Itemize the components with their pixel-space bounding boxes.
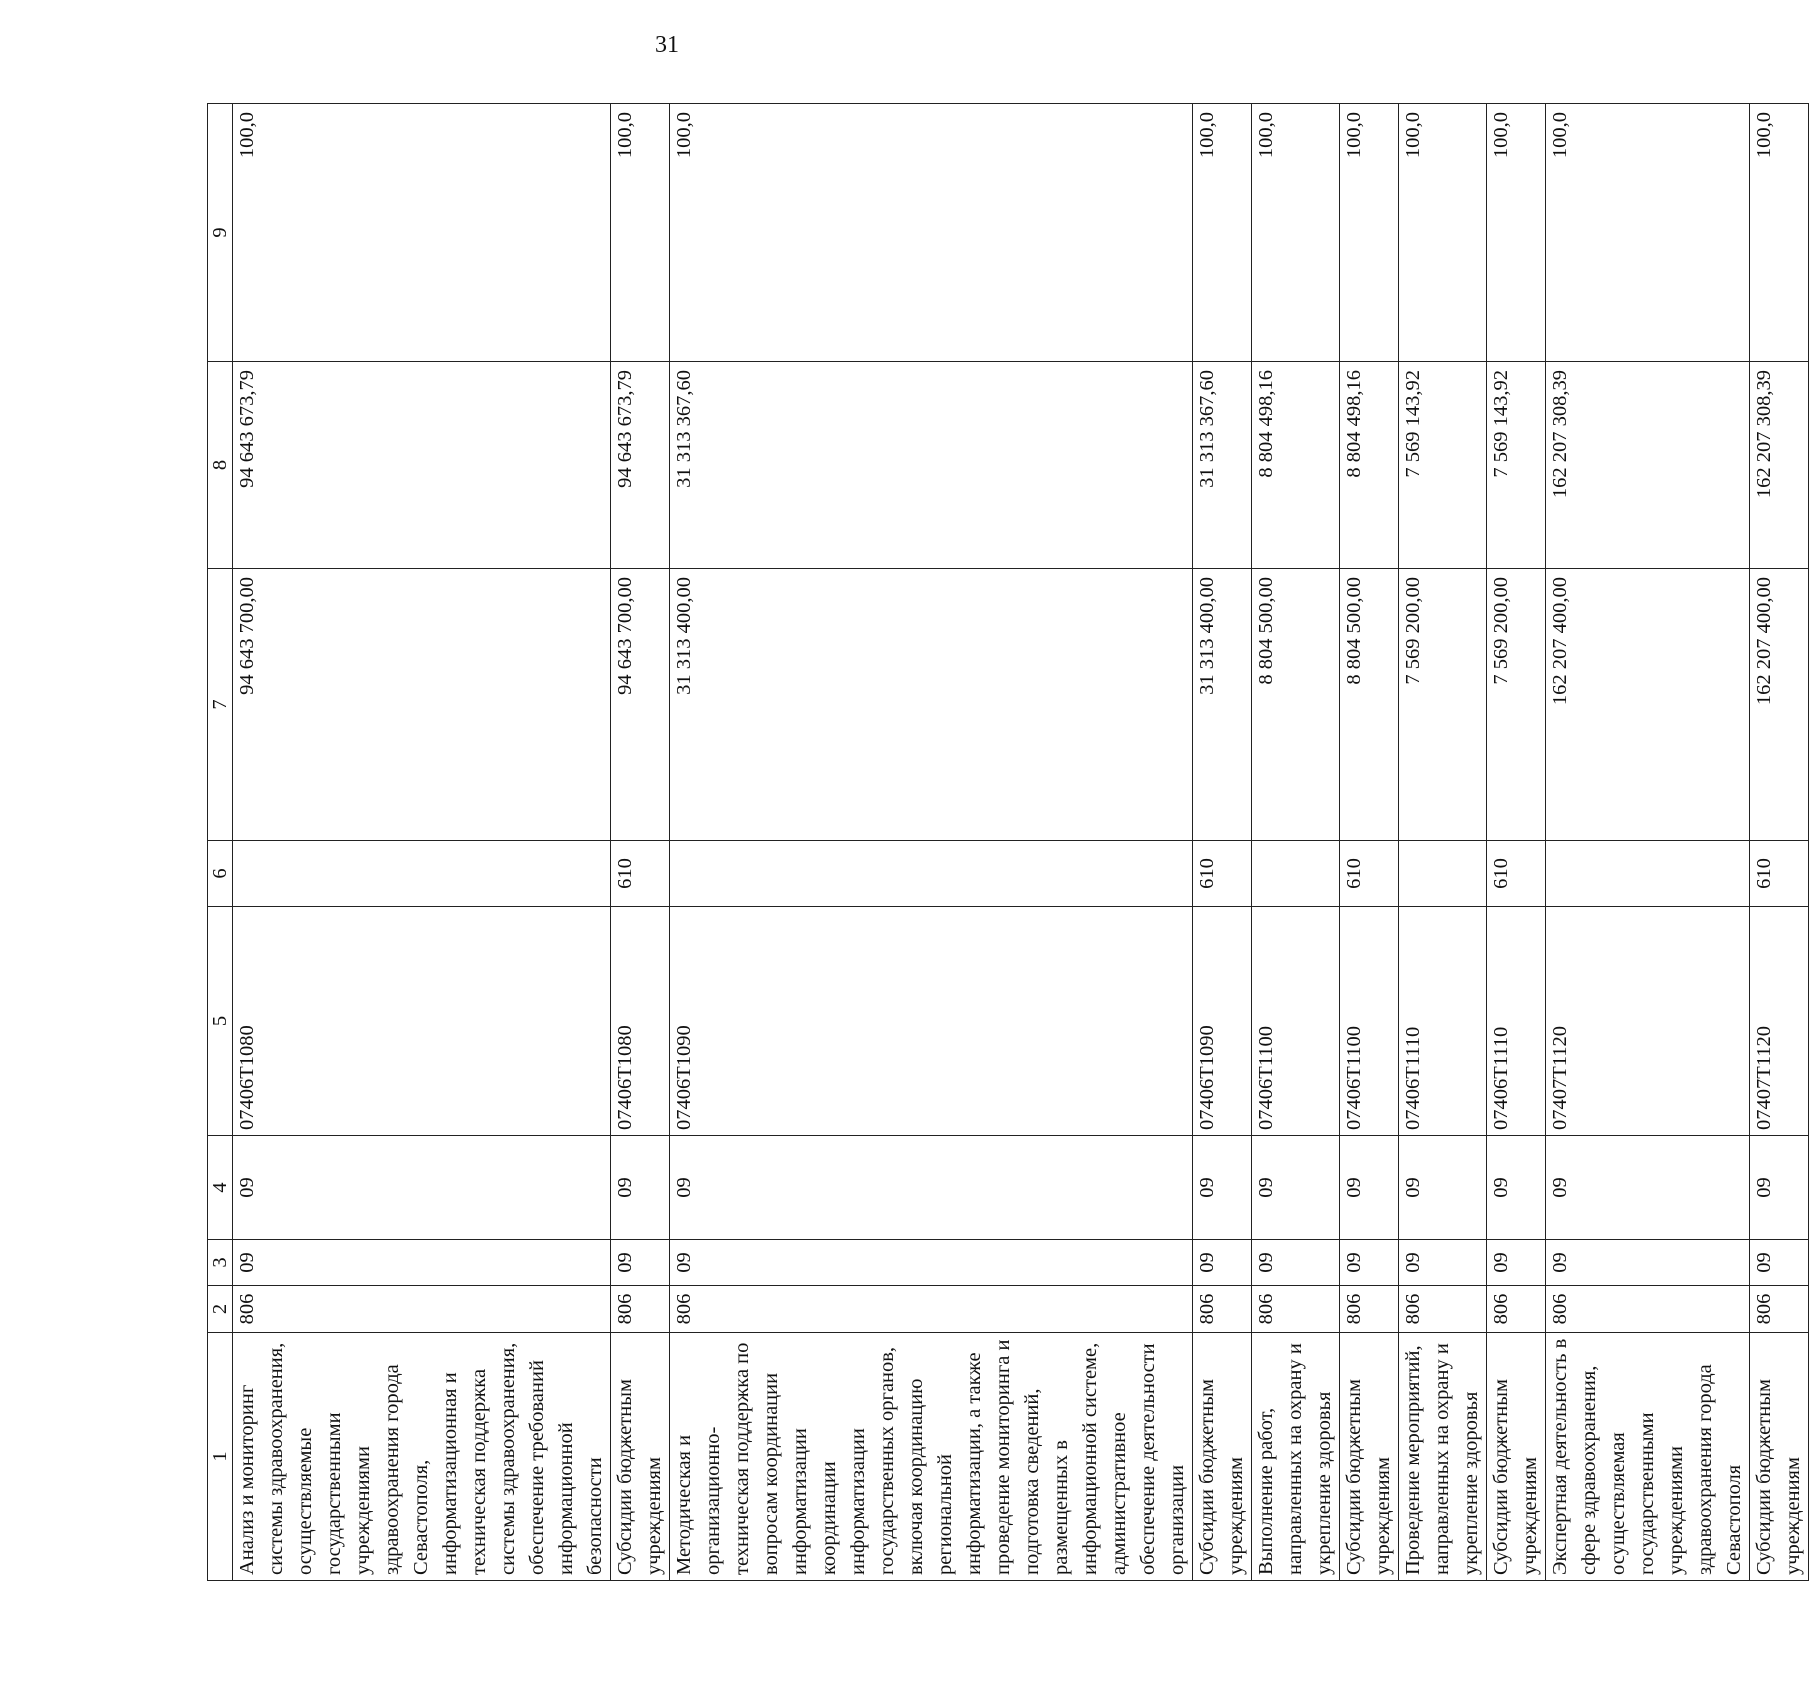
header-cell: 7 [208, 569, 233, 841]
row-name-cell: Проведение мероприятий, направленных на охрану и укрепление здоровья [1399, 1333, 1487, 1581]
subsection-code-cell: 09 [611, 1136, 670, 1240]
row-name-cell: Субсидии бюджетным учреждениям [611, 1333, 670, 1581]
admin-code-cell: 806 [1340, 1286, 1399, 1333]
expense-type-cell: 610 [1750, 841, 1809, 907]
target-article-cell: 07406Т1080 [233, 907, 611, 1136]
admin-code-cell: 806 [1487, 1286, 1546, 1333]
expense-type-cell [670, 841, 1193, 907]
admin-code-cell: 806 [1252, 1286, 1340, 1333]
row-name-cell: Методическая и организационно-техническая поддержка по вопросам координации информатизации координации информатизации государственных органов, включая координацию региональной информатизации, а также проведение мониторинга и подготовка сведений, размещенных в информационной системе, административное обеспечение деятельности организации [670, 1333, 1193, 1581]
percent-cell: 100,0 [1399, 104, 1487, 362]
percent-cell: 100,0 [1546, 104, 1750, 362]
admin-code-cell: 806 [1750, 1286, 1809, 1333]
target-article-cell: 07406Т1110 [1399, 907, 1487, 1136]
header-cell: 3 [208, 1240, 233, 1286]
admin-code-cell: 806 [1399, 1286, 1487, 1333]
table-row [611, 104, 670, 1581]
executed-amount-cell: 31 313 367,60 [670, 362, 1193, 569]
header-cell: 4 [208, 1136, 233, 1240]
target-article-cell: 07406Т1100 [1252, 907, 1340, 1136]
planned-amount-cell: 8 804 500,00 [1340, 569, 1399, 841]
executed-amount-cell: 8 804 498,16 [1340, 362, 1399, 569]
executed-amount-cell: 7 569 143,92 [1399, 362, 1487, 569]
section-code-cell: 09 [670, 1240, 1193, 1286]
section-code-cell: 09 [1399, 1240, 1487, 1286]
percent-cell: 100,0 [611, 104, 670, 362]
row-name-cell: Субсидии бюджетным учреждениям [1487, 1333, 1546, 1581]
percent-cell: 100,0 [1340, 104, 1399, 362]
target-article-cell: 07406Т1110 [1487, 907, 1546, 1136]
admin-code-cell: 806 [611, 1286, 670, 1333]
table-row [1252, 104, 1340, 1581]
admin-code-cell: 806 [670, 1286, 1193, 1333]
target-article-cell: 07406Т1090 [1193, 907, 1252, 1136]
header-cell: 9 [208, 104, 233, 362]
header-cell: 5 [208, 907, 233, 1136]
subsection-code-cell: 09 [1750, 1136, 1809, 1240]
target-article-cell: 07406Т1080 [611, 907, 670, 1136]
planned-amount-cell: 7 569 200,00 [1487, 569, 1546, 841]
row-name-cell: Анализ и мониторинг системы здравоохранения, осуществляемые государственными учреждениями здравоохранения города Севастополя, информатизационная и техническая поддержка системы здравоохранения, обеспечение требований информационной безопасности [233, 1333, 611, 1581]
percent-cell: 100,0 [1750, 104, 1809, 362]
row-name-cell: Экспертная деятельность в сфере здравоохранения, осуществляемая государственными учреждениями здравоохранения города Севастополя [1546, 1333, 1750, 1581]
table-row [233, 104, 611, 1581]
executed-amount-cell: 7 569 143,92 [1487, 362, 1546, 569]
rotated-table-container [207, 104, 1804, 1581]
subsection-code-cell: 09 [1340, 1136, 1399, 1240]
section-code-cell: 09 [1487, 1240, 1546, 1286]
expense-type-cell [233, 841, 611, 907]
table-row [1487, 104, 1546, 1581]
header-cell: 8 [208, 362, 233, 569]
executed-amount-cell: 8 804 498,16 [1252, 362, 1340, 569]
percent-cell: 100,0 [1252, 104, 1340, 362]
table-row [1750, 104, 1809, 1581]
table-row [1399, 104, 1487, 1581]
target-article-cell: 07406Т1100 [1340, 907, 1399, 1136]
table-row [1193, 104, 1252, 1581]
expense-type-cell: 610 [1487, 841, 1546, 907]
expense-type-cell: 610 [1340, 841, 1399, 907]
row-name-cell: Субсидии бюджетным учреждениям [1340, 1333, 1399, 1581]
subsection-code-cell: 09 [1252, 1136, 1340, 1240]
section-code-cell: 09 [1340, 1240, 1399, 1286]
executed-amount-cell: 94 643 673,79 [233, 362, 611, 569]
expense-type-cell: 610 [1193, 841, 1252, 907]
subsection-code-cell: 09 [233, 1136, 611, 1240]
section-code-cell: 09 [1546, 1240, 1750, 1286]
section-code-cell: 09 [1193, 1240, 1252, 1286]
subsection-code-cell: 09 [1546, 1136, 1750, 1240]
expense-type-cell [1546, 841, 1750, 907]
target-article-cell: 07407Т1120 [1750, 907, 1809, 1136]
section-code-cell: 09 [233, 1240, 611, 1286]
budget-table [207, 103, 1809, 1581]
percent-cell: 100,0 [1193, 104, 1252, 362]
table-row [1340, 104, 1399, 1581]
planned-amount-cell: 94 643 700,00 [233, 569, 611, 841]
planned-amount-cell: 7 569 200,00 [1399, 569, 1487, 841]
subsection-code-cell: 09 [1399, 1136, 1487, 1240]
executed-amount-cell: 162 207 308,39 [1546, 362, 1750, 569]
section-code-cell: 09 [1252, 1240, 1340, 1286]
page-number: 31 [655, 32, 679, 58]
planned-amount-cell: 31 313 400,00 [670, 569, 1193, 841]
executed-amount-cell: 31 313 367,60 [1193, 362, 1252, 569]
percent-cell: 100,0 [233, 104, 611, 362]
header-cell: 2 [208, 1286, 233, 1333]
target-article-cell: 07407Т1120 [1546, 907, 1750, 1136]
admin-code-cell: 806 [1193, 1286, 1252, 1333]
executed-amount-cell: 94 643 673,79 [611, 362, 670, 569]
percent-cell: 100,0 [1487, 104, 1546, 362]
target-article-cell: 07406Т1090 [670, 907, 1193, 1136]
subsection-code-cell: 09 [1487, 1136, 1546, 1240]
planned-amount-cell: 31 313 400,00 [1193, 569, 1252, 841]
table-row [670, 104, 1193, 1581]
subsection-code-cell: 09 [1193, 1136, 1252, 1240]
expense-type-cell [1252, 841, 1340, 907]
row-name-cell: Субсидии бюджетным учреждениям [1193, 1333, 1252, 1581]
expense-type-cell: 610 [611, 841, 670, 907]
planned-amount-cell: 162 207 400,00 [1546, 569, 1750, 841]
admin-code-cell: 806 [1546, 1286, 1750, 1333]
header-cell: 1 [208, 1333, 233, 1581]
row-name-cell: Выполнение работ, направленных на охрану и укрепление здоровья [1252, 1333, 1340, 1581]
admin-code-cell: 806 [233, 1286, 611, 1333]
planned-amount-cell: 94 643 700,00 [611, 569, 670, 841]
row-name-cell: Субсидии бюджетным учреждениям [1750, 1333, 1809, 1581]
subsection-code-cell: 09 [670, 1136, 1193, 1240]
planned-amount-cell: 8 804 500,00 [1252, 569, 1340, 841]
section-code-cell: 09 [611, 1240, 670, 1286]
section-code-cell: 09 [1750, 1240, 1809, 1286]
planned-amount-cell: 162 207 400,00 [1750, 569, 1809, 841]
percent-cell: 100,0 [670, 104, 1193, 362]
executed-amount-cell: 162 207 308,39 [1750, 362, 1809, 569]
table-row [1546, 104, 1750, 1581]
header-cell: 6 [208, 841, 233, 907]
header-row [208, 104, 233, 1581]
expense-type-cell [1399, 841, 1487, 907]
